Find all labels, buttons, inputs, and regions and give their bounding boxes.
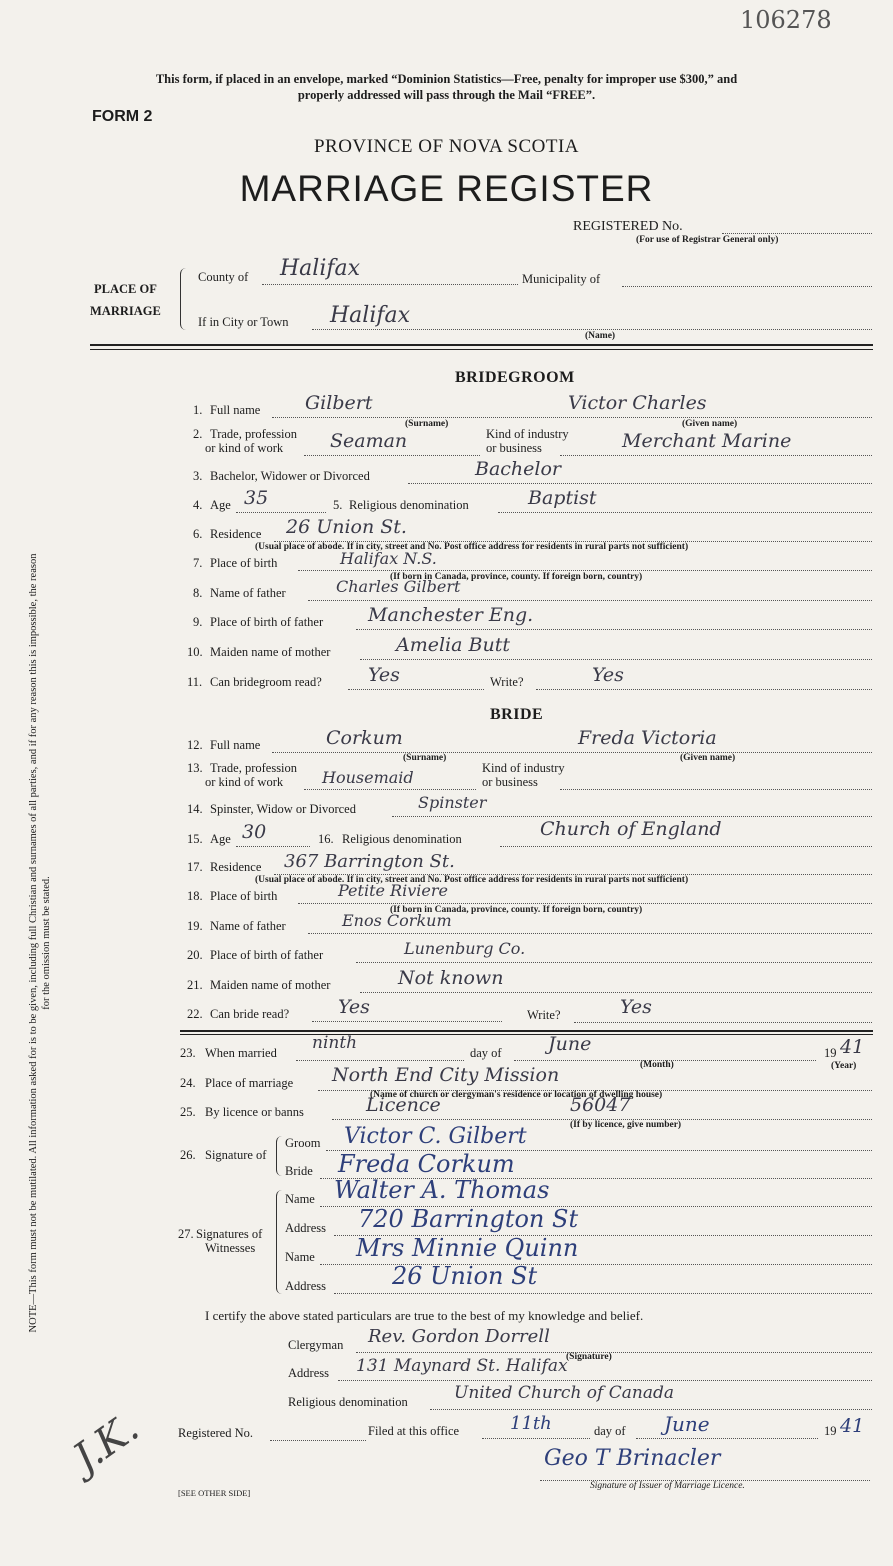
f8-num: 8. bbox=[193, 586, 203, 600]
groom-birthplace: Halifax N.S. bbox=[340, 549, 437, 568]
form-label: FORM 2 bbox=[92, 108, 153, 125]
f9-label: Place of birth of father bbox=[210, 615, 324, 629]
f3-label: Bachelor, Widower or Divorced bbox=[210, 469, 370, 483]
groom-father-birthplace: Manchester Eng. bbox=[368, 604, 534, 626]
married-month: June bbox=[548, 1033, 592, 1055]
bride-sig-label: Bride bbox=[285, 1164, 313, 1178]
licence-number: 56047 bbox=[570, 1094, 631, 1116]
f12-label: Full name bbox=[210, 738, 261, 752]
bride-mother: Not known bbox=[398, 967, 504, 989]
f21-num: 21. bbox=[187, 978, 203, 992]
f7-num: 7. bbox=[193, 556, 203, 570]
postal-notice-line2: properly addressed will pass through the Mail “FREE”. bbox=[297, 88, 596, 102]
f2-label-a: Trade, profession bbox=[210, 427, 298, 441]
bride-residence: 367 Barrington St. bbox=[284, 851, 455, 872]
bride-religion: Church of England bbox=[540, 818, 722, 840]
municipality-label: Municipality of bbox=[522, 272, 601, 286]
filed-label: Filed at this office bbox=[368, 1424, 460, 1438]
married-year-prefix: 19 bbox=[824, 1046, 837, 1060]
f16-label: Religious denomination bbox=[342, 832, 462, 846]
f27-label-b: Witnesses bbox=[205, 1241, 256, 1255]
certify-text: I certify the above stated particulars are true to the best of my knowledge and belief. bbox=[205, 1308, 644, 1323]
bride-father-birthplace: Lunenburg Co. bbox=[404, 939, 526, 958]
county-label: County of bbox=[198, 270, 249, 284]
page-title: MARRIAGE REGISTER bbox=[239, 168, 654, 209]
f6-label: Residence bbox=[210, 527, 262, 541]
f24-label: Place of marriage bbox=[205, 1076, 294, 1090]
month-caption: (Month) bbox=[640, 1060, 674, 1070]
married-day: ninth bbox=[312, 1033, 358, 1053]
industry-label-a: Kind of industry bbox=[486, 427, 569, 441]
bridegroom-heading: BRIDEGROOM bbox=[455, 369, 575, 386]
denomination-label: Religious denomination bbox=[288, 1395, 408, 1409]
postal-notice-line1: This form, if placed in an envelope, marked “Dominion Statistics—Free, penalty for improper use $300,” and bbox=[155, 72, 738, 86]
clergyman-address: 131 Maynard St. Halifax bbox=[356, 1356, 568, 1376]
registered-no-label: REGISTERED No. bbox=[573, 219, 683, 234]
bride-trade: Housemaid bbox=[322, 768, 414, 787]
document-number: 106278 bbox=[740, 6, 832, 34]
f17-label: Residence bbox=[210, 860, 262, 874]
f25-num: 25. bbox=[180, 1105, 196, 1119]
see-other-side: [SEE OTHER SIDE] bbox=[178, 1488, 251, 1498]
groom-mother: Amelia Butt bbox=[396, 634, 510, 656]
f27-num: 27. bbox=[178, 1227, 194, 1241]
place-heading-1: PLACE OF bbox=[94, 282, 157, 296]
f6-num: 6. bbox=[193, 527, 203, 541]
f10-num: 10. bbox=[187, 645, 203, 659]
married-day-of: day of bbox=[470, 1046, 502, 1060]
witness2-address-label: Address bbox=[285, 1279, 326, 1293]
issuer-caption: Signature of Issuer of Marriage Licence. bbox=[590, 1481, 745, 1491]
county-value: Halifax bbox=[280, 256, 361, 281]
licence-type: Licence bbox=[366, 1094, 441, 1116]
f15-num: 15. bbox=[187, 832, 203, 846]
name-caption: (Name) bbox=[585, 331, 616, 341]
witness2-address: 26 Union St bbox=[392, 1262, 538, 1290]
filed-day: 11th bbox=[510, 1413, 552, 1434]
f1-num: 1. bbox=[193, 403, 203, 417]
f12-num: 12. bbox=[187, 738, 203, 752]
marriage-place: North End City Mission bbox=[332, 1064, 560, 1086]
registrar-note: (For use of Registrar General only) bbox=[636, 235, 779, 245]
bride-residence-caption: (Usual place of abode. If in city, street and No. Post office address for residents in rural parts not sufficient) bbox=[255, 875, 689, 885]
f5-label: Religious denomination bbox=[349, 498, 469, 512]
f17-num: 17. bbox=[187, 860, 203, 874]
signature-caption: (Signature) bbox=[566, 1352, 612, 1362]
surname-caption: (Surname) bbox=[405, 419, 449, 429]
bride-given-name: Freda Victoria bbox=[578, 727, 717, 749]
bride-surname-caption: (Surname) bbox=[403, 753, 447, 763]
f8-label: Name of father bbox=[210, 586, 286, 600]
bride-write: Yes bbox=[620, 996, 652, 1018]
place-heading-2: MARRIAGE bbox=[90, 304, 161, 318]
witness2-name-label: Name bbox=[285, 1250, 315, 1264]
bride-status: Spinster bbox=[418, 793, 487, 812]
f22-num: 22. bbox=[187, 1007, 203, 1021]
bride-age: 30 bbox=[242, 821, 267, 843]
f20-label: Place of birth of father bbox=[210, 948, 324, 962]
groom-religion: Baptist bbox=[528, 487, 597, 509]
groom-trade: Seaman bbox=[330, 430, 408, 452]
f25-label: By licence or banns bbox=[205, 1105, 304, 1119]
bride-signature: Freda Corkum bbox=[338, 1150, 515, 1178]
f2-num: 2. bbox=[193, 427, 203, 441]
filed-year: 41 bbox=[840, 1415, 865, 1437]
groom-given-name: Victor Charles bbox=[568, 392, 707, 414]
side-note: NOTE—This form must not be mutilated. All information asked for is to be given, including full Christian and surnames of all parties, and if for any reason this is impossible, the reason for the omission must be stated. bbox=[28, 553, 52, 1333]
groom-write: Yes bbox=[592, 664, 624, 686]
groom-birth-caption: (If born in Canada, province, county. If foreign born, country) bbox=[390, 572, 643, 582]
f18-num: 18. bbox=[187, 889, 203, 903]
groom-status: Bachelor bbox=[475, 458, 562, 480]
bride-birth-caption: (If born in Canada, province, county. If foreign born, country) bbox=[390, 905, 643, 915]
f27-label-a: Signatures of bbox=[196, 1227, 263, 1241]
f14-num: 14. bbox=[187, 802, 203, 816]
f20-num: 20. bbox=[187, 948, 203, 962]
f11-num: 11. bbox=[187, 675, 203, 689]
f11-label: Can bridegroom read? bbox=[210, 675, 322, 689]
filed-day-of: day of bbox=[594, 1424, 626, 1438]
f19-label: Name of father bbox=[210, 919, 286, 933]
marriage-place-caption: (Name of church or clergyman's residence or location of dwelling house) bbox=[370, 1090, 663, 1100]
f14-label: Spinster, Widow or Divorced bbox=[210, 802, 356, 816]
f4-num: 4. bbox=[193, 498, 203, 512]
province-heading: PROVINCE OF NOVA SCOTIA bbox=[313, 136, 580, 157]
f24-num: 24. bbox=[180, 1076, 196, 1090]
f21-label: Maiden name of mother bbox=[210, 978, 331, 992]
f22-label: Can bride read? bbox=[210, 1007, 290, 1021]
f26-label: Signature of bbox=[205, 1148, 267, 1162]
f10-label: Maiden name of mother bbox=[210, 645, 331, 659]
groom-read: Yes bbox=[368, 664, 400, 686]
groom-sig-label: Groom bbox=[285, 1136, 321, 1150]
f13-label-b: or kind of work bbox=[205, 775, 284, 789]
f13-label-a: Trade, profession bbox=[210, 761, 298, 775]
licence-caption: (If by licence, give number) bbox=[570, 1120, 682, 1130]
f4-label: Age bbox=[210, 498, 231, 512]
bride-read: Yes bbox=[338, 996, 370, 1018]
groom-father: Charles Gilbert bbox=[336, 577, 461, 596]
filing-registered-no-label: Registered No. bbox=[178, 1426, 253, 1440]
groom-write-label: Write? bbox=[490, 675, 524, 689]
witness2-name: Mrs Minnie Quinn bbox=[356, 1234, 579, 1262]
f23-num: 23. bbox=[180, 1046, 196, 1060]
bride-father: Enos Corkum bbox=[342, 911, 452, 930]
bride-write-label: Write? bbox=[527, 1008, 561, 1022]
clergyman-address-label: Address bbox=[288, 1366, 329, 1380]
groom-industry: Merchant Marine bbox=[622, 430, 792, 452]
year-caption: (Year) bbox=[831, 1061, 857, 1071]
f15-label: Age bbox=[210, 832, 231, 846]
witness1-address: 720 Barrington St bbox=[358, 1205, 579, 1233]
f3-num: 3. bbox=[193, 469, 203, 483]
margin-initials: J.K. bbox=[64, 1404, 148, 1482]
bride-industry-label-a: Kind of industry bbox=[482, 761, 565, 775]
married-year: 41 bbox=[840, 1036, 865, 1058]
bride-birthplace: Petite Riviere bbox=[338, 881, 448, 900]
city-label: If in City or Town bbox=[198, 315, 289, 329]
f23-label: When married bbox=[205, 1046, 277, 1060]
f19-num: 19. bbox=[187, 919, 203, 933]
bride-heading: BRIDE bbox=[490, 706, 544, 723]
groom-surname: Gilbert bbox=[305, 392, 373, 414]
clergyman-signature: Rev. Gordon Dorrell bbox=[368, 1326, 550, 1347]
witness1-address-label: Address bbox=[285, 1221, 326, 1235]
city-value: Halifax bbox=[330, 303, 411, 328]
f2-label-b: or kind of work bbox=[205, 441, 284, 455]
f1-label: Full name bbox=[210, 403, 261, 417]
filed-year-prefix: 19 bbox=[824, 1424, 837, 1438]
industry-label-b: or business bbox=[486, 441, 542, 455]
given-caption: (Given name) bbox=[682, 419, 738, 429]
witness1-name-label: Name bbox=[285, 1192, 315, 1206]
groom-residence: 26 Union St. bbox=[286, 516, 407, 538]
f16-num: 16. bbox=[318, 832, 334, 846]
bride-surname: Corkum bbox=[326, 727, 403, 749]
bride-given-caption: (Given name) bbox=[680, 753, 736, 763]
clergyman-denomination: United Church of Canada bbox=[454, 1383, 674, 1403]
groom-residence-caption: (Usual place of abode. If in city, street and No. Post office address for residents in rural parts not sufficient) bbox=[255, 542, 689, 552]
filed-month: June bbox=[664, 1412, 710, 1436]
issuer-signature: Geo T Brinacler bbox=[544, 1446, 721, 1471]
f9-num: 9. bbox=[193, 615, 203, 629]
groom-age: 35 bbox=[244, 487, 269, 509]
f26-num: 26. bbox=[180, 1148, 196, 1162]
witness1-name: Walter A. Thomas bbox=[334, 1176, 550, 1204]
bride-industry-label-b: or business bbox=[482, 775, 538, 789]
groom-signature: Victor C. Gilbert bbox=[344, 1124, 527, 1149]
f5-num: 5. bbox=[333, 498, 343, 512]
f7-label: Place of birth bbox=[210, 556, 278, 570]
clergyman-label: Clergyman bbox=[288, 1338, 344, 1352]
f18-label: Place of birth bbox=[210, 889, 278, 903]
f13-num: 13. bbox=[187, 761, 203, 775]
